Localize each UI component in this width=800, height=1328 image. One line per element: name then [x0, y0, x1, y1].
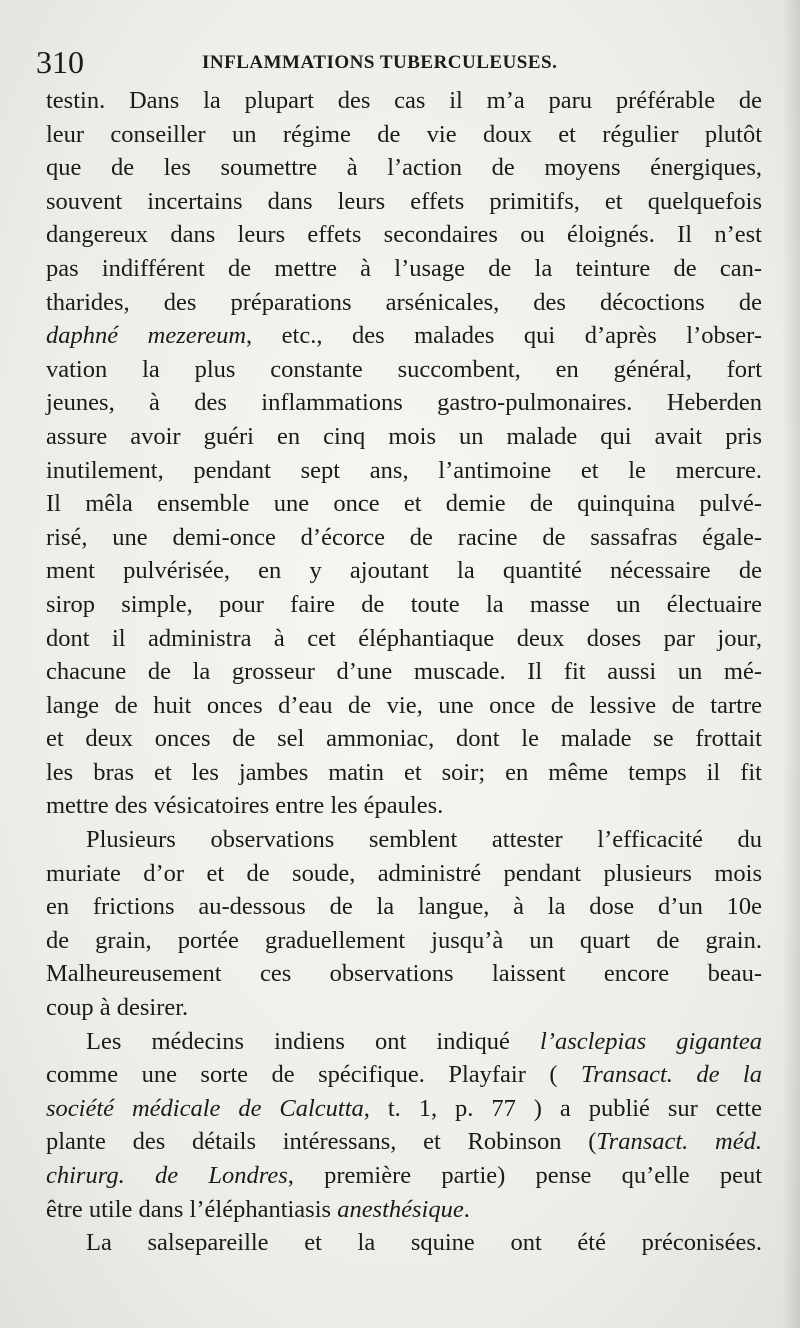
text-line	[46, 353, 762, 387]
text-line	[46, 1226, 762, 1260]
text-line	[46, 1092, 762, 1126]
text-line	[46, 84, 762, 118]
text-run: plante des détails intéressans, et Robinson (	[46, 1128, 597, 1156]
text-line	[46, 252, 762, 286]
text-line	[46, 1058, 762, 1092]
page-edge-shadow	[782, 0, 800, 1328]
italic-text: anesthésique	[337, 1195, 464, 1223]
text-run: comme une sorte de spécifique. Playfair (	[46, 1061, 581, 1089]
text-run: leur conseiller un régime de vie doux et régulier plutôt	[46, 120, 762, 148]
text-line	[46, 420, 762, 454]
text-run: les bras et les jambes matin et soir; en même temps il fit	[46, 758, 762, 786]
body-text	[46, 84, 762, 1260]
text-run: .	[463, 1195, 470, 1223]
text-run: Il mêla ensemble une once et demie de quinquina pulvé-	[46, 490, 762, 518]
text-run: souvent incertains dans leurs effets primitifs, et quelquefois	[46, 187, 762, 215]
text-line	[46, 386, 762, 420]
text-run: Les médecins indiens ont indiqué	[86, 1027, 540, 1055]
text-run: jeunes, à des inflammations gastro-pulmonaires. Heberden	[46, 389, 762, 417]
text-run: La salsepareille et la squine ont été préconisées.	[86, 1229, 762, 1257]
text-line	[46, 151, 762, 185]
text-line	[46, 1193, 762, 1227]
text-line	[46, 756, 762, 790]
text-line	[46, 1025, 762, 1059]
text-run: testin. Dans la plupart des cas il m’a paru préférable de	[46, 87, 762, 114]
text-run: lange de huit onces d’eau de vie, une once de lessive de tartre	[46, 691, 762, 719]
text-line	[46, 554, 762, 588]
italic-text: Transact. méd.	[596, 1128, 763, 1156]
text-run: de grain, portée graduellement jusqu’à un quart de grain.	[46, 926, 762, 954]
text-run: risé, une demi-once d’écorce de racine de sassafras égale-	[46, 523, 762, 551]
text-run: que de les soumettre à l’action de moyens énergiques,	[46, 154, 762, 182]
text-line	[46, 521, 762, 555]
text-line	[46, 890, 762, 924]
text-run: Plusieurs observations semblent attester l’efficacité du	[86, 826, 762, 854]
text-run: en frictions au-dessous de la langue, à la dose d’un 10e	[46, 893, 762, 921]
running-header	[36, 42, 756, 82]
text-line	[46, 185, 762, 219]
italic-text: Transact. de la	[580, 1061, 762, 1089]
text-run: ment pulvérisée, en y ajoutant la quantité nécessaire de	[46, 557, 762, 585]
text-line	[46, 1125, 762, 1159]
text-line	[46, 823, 762, 857]
text-line	[46, 487, 762, 521]
text-run: , première partie) pense qu’elle peut	[287, 1162, 763, 1189]
text-run: tharides, des préparations arsénicales, des décoctions de	[46, 288, 762, 316]
text-line	[46, 924, 762, 958]
text-run: vation la plus constante succombent, en général, fort	[46, 355, 762, 383]
text-line	[46, 118, 762, 152]
italic-text: chirurg. de Londres	[46, 1162, 288, 1189]
text-line	[46, 286, 762, 320]
text-run: Malheureusement ces observations laissent encore beau-	[46, 960, 762, 988]
text-line	[46, 218, 762, 252]
text-line	[46, 991, 762, 1025]
text-line	[46, 319, 762, 353]
text-run: chacune de la grosseur d’une muscade. Il fit aussi un mé-	[46, 658, 762, 686]
text-run: dont il administra à cet éléphantiaque deux doses par jour,	[46, 624, 762, 652]
text-line	[46, 588, 762, 622]
running-title: INFLAMMATIONS TUBERCULEUSES.	[202, 52, 558, 73]
text-line	[46, 722, 762, 756]
text-run: dangereux dans leurs effets secondaires ou éloignés. Il n’est	[46, 221, 762, 249]
text-line	[46, 789, 762, 823]
text-run: muriate d’or et de soude, administré pendant plusieurs mois	[46, 859, 762, 887]
page-number: 310	[36, 44, 84, 80]
text-run: coup à desirer.	[46, 994, 189, 1022]
text-line	[46, 622, 762, 656]
text-line	[46, 857, 762, 891]
text-run: assure avoir guéri en cinq mois un malade qui avait pris	[46, 422, 762, 450]
text-line	[46, 655, 762, 689]
italic-text: l’asclepias gigantea	[540, 1027, 762, 1055]
text-run: mettre des vésicatoires entre les épaules.	[46, 792, 444, 820]
text-line	[46, 1159, 762, 1193]
italic-text: daphné mezereum	[46, 322, 247, 350]
text-line	[46, 454, 762, 488]
italic-text: société médicale de Calcutta	[46, 1094, 364, 1122]
text-line	[46, 689, 762, 723]
text-run: sirop simple, pour faire de toute la masse un électuaire	[46, 590, 762, 618]
text-run: pas indifférent de mettre à l’usage de la teinture de can-	[46, 254, 762, 282]
text-run: être utile dans l’éléphantiasis	[46, 1195, 338, 1223]
text-run: inutilement, pendant sept ans, l’antimoine et le mercure.	[46, 456, 762, 484]
text-run: et deux onces de sel ammoniac, dont le malade se frottait	[46, 725, 762, 753]
text-line	[46, 957, 762, 991]
text-run: , t. 1, p. 77 ) a publié sur cette	[363, 1094, 762, 1122]
text-run: , etc., des malades qui d’après l’obser-	[246, 322, 763, 350]
